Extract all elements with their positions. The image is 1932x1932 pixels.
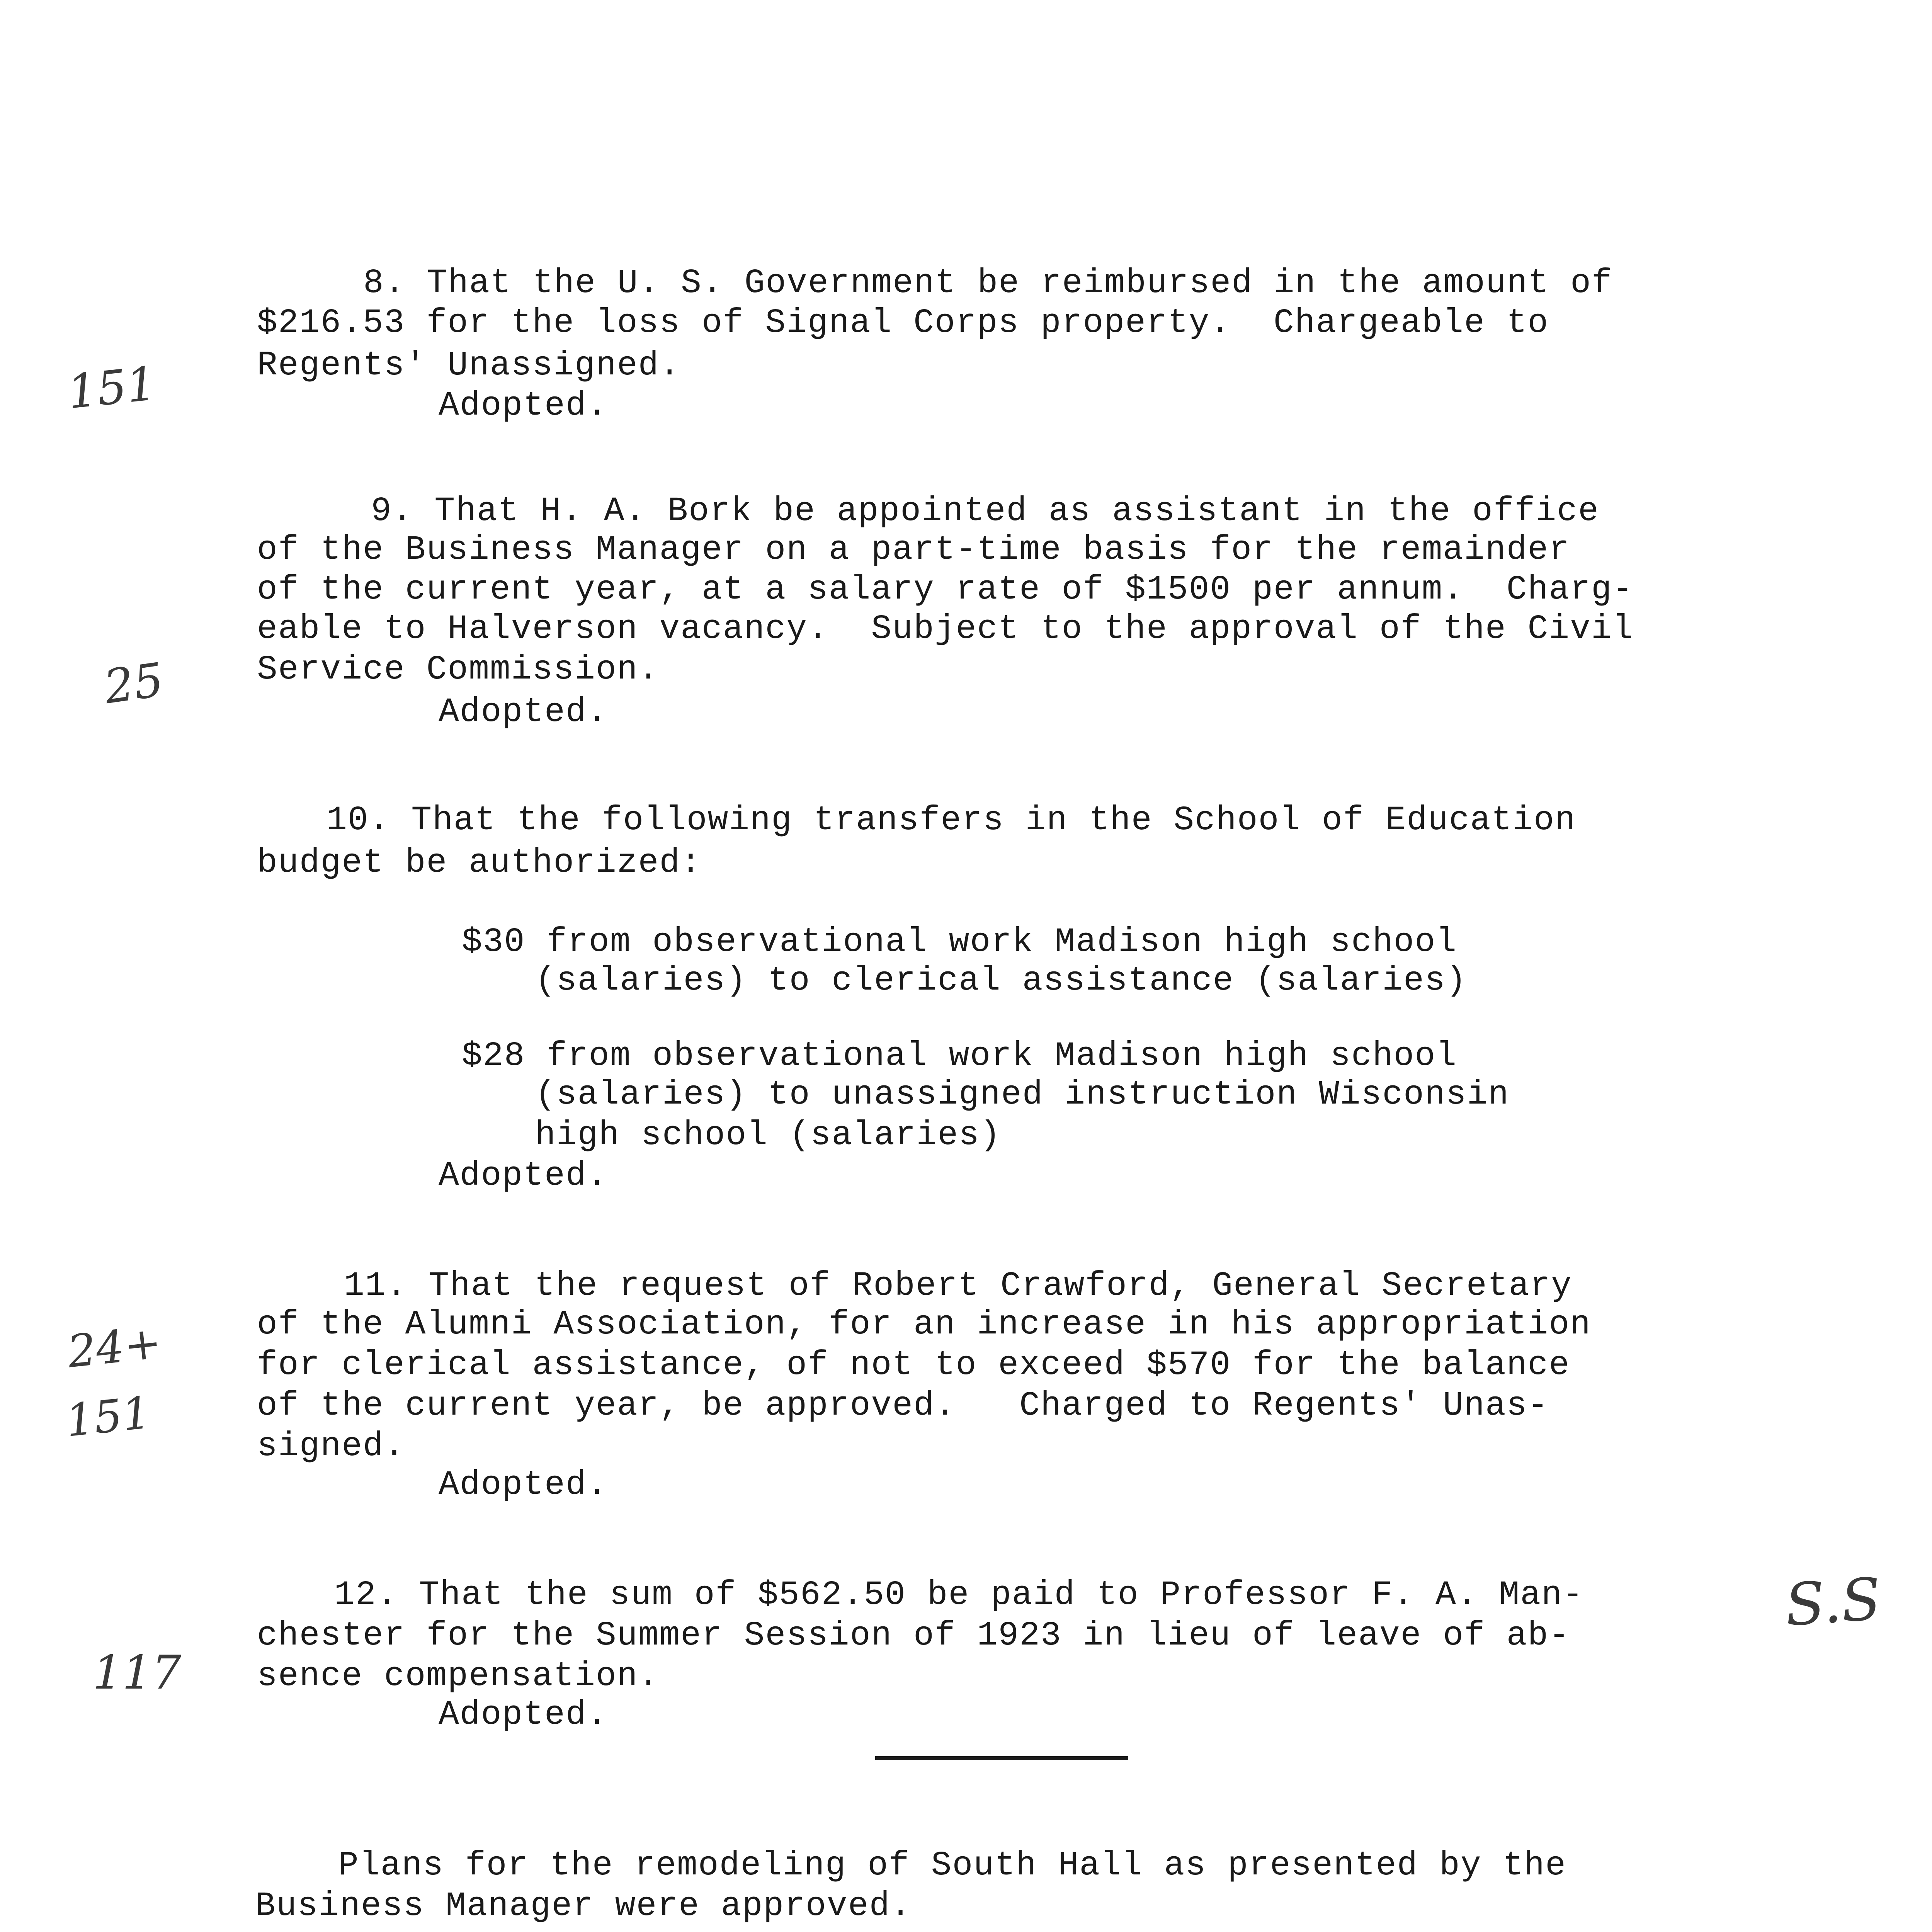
item-11-line-2: of the Alumni Association, for an increase in his appropriation [257, 1306, 1591, 1344]
item-9-line-2: of the Business Manager on a part-time basis for the remainder [257, 531, 1570, 569]
item-10-line-1: 10. That the following transfers in the School of Education [327, 801, 1576, 840]
transfer-1-line-1: $30 from observational work Madison high school [462, 923, 1458, 961]
south-hall-line-2: Business Manager were approved. [255, 1887, 912, 1925]
transfer-2-line-2: (salaries) to unassigned instruction Wisconsin [535, 1076, 1510, 1114]
margin-note-item-11-b: 151 [63, 1386, 153, 1447]
item-9-line-4: eable to Halverson vacancy. Subject to the approval of the Civil [257, 610, 1634, 648]
item-12-status: Adopted. [439, 1696, 608, 1734]
item-8-line-2: $216.53 for the loss of Signal Corps property. Chargeable to [257, 304, 1549, 342]
section-divider [875, 1756, 1128, 1760]
item-8-line-1: 8. That the U. S. Government be reimbursed in the amount of [363, 264, 1613, 303]
item-12-line-2: chester for the Summer Session of 1923 in lieu of leave of ab- [257, 1617, 1570, 1655]
item-11-line-1: 11. That the request of Robert Crawford, General Secretary [344, 1267, 1572, 1305]
item-10-line-2: budget be authorized: [257, 844, 702, 882]
item-12-line-1: 12. That the sum of $562.50 be paid to Professor F. A. Man- [334, 1576, 1584, 1614]
south-hall-line-1: Plans for the remodeling of South Hall as presented by the [338, 1847, 1566, 1885]
margin-note-item-11-a: 24+ [65, 1316, 164, 1378]
item-9-line-5: Service Commission. [257, 651, 660, 689]
item-10-status: Adopted. [439, 1157, 608, 1195]
item-12-line-3: sence compensation. [257, 1657, 660, 1696]
item-11-line-4: of the current year, be approved. Charged to Regents' Unas- [257, 1387, 1549, 1425]
item-9-line-1: 9. That H. A. Bork be appointed as assistant in the office [371, 492, 1599, 531]
item-11-line-3: for clerical assistance, of not to exceed $570 for the balance [257, 1346, 1570, 1384]
transfer-1-line-2: (salaries) to clerical assistance (salaries) [535, 962, 1467, 1000]
margin-note-item-12: 117 [93, 1646, 182, 1700]
transfer-2-line-1: $28 from observational work Madison high school [462, 1037, 1458, 1075]
item-8-status: Adopted. [439, 387, 608, 425]
item-9-status: Adopted. [439, 693, 608, 731]
right-margin-note-item-12: S.S [1783, 1565, 1883, 1639]
item-8-line-3: Regents' Unassigned. [257, 347, 681, 385]
margin-note-item-9: 25 [101, 653, 167, 714]
margin-note-item-8: 151 [65, 357, 159, 420]
transfer-2-line-3: high school (salaries) [535, 1116, 1001, 1155]
item-11-status: Adopted. [439, 1466, 608, 1504]
item-9-line-3: of the current year, at a salary rate of $1500 per annum. Charg- [257, 571, 1634, 609]
item-11-line-5: signed. [257, 1427, 405, 1466]
